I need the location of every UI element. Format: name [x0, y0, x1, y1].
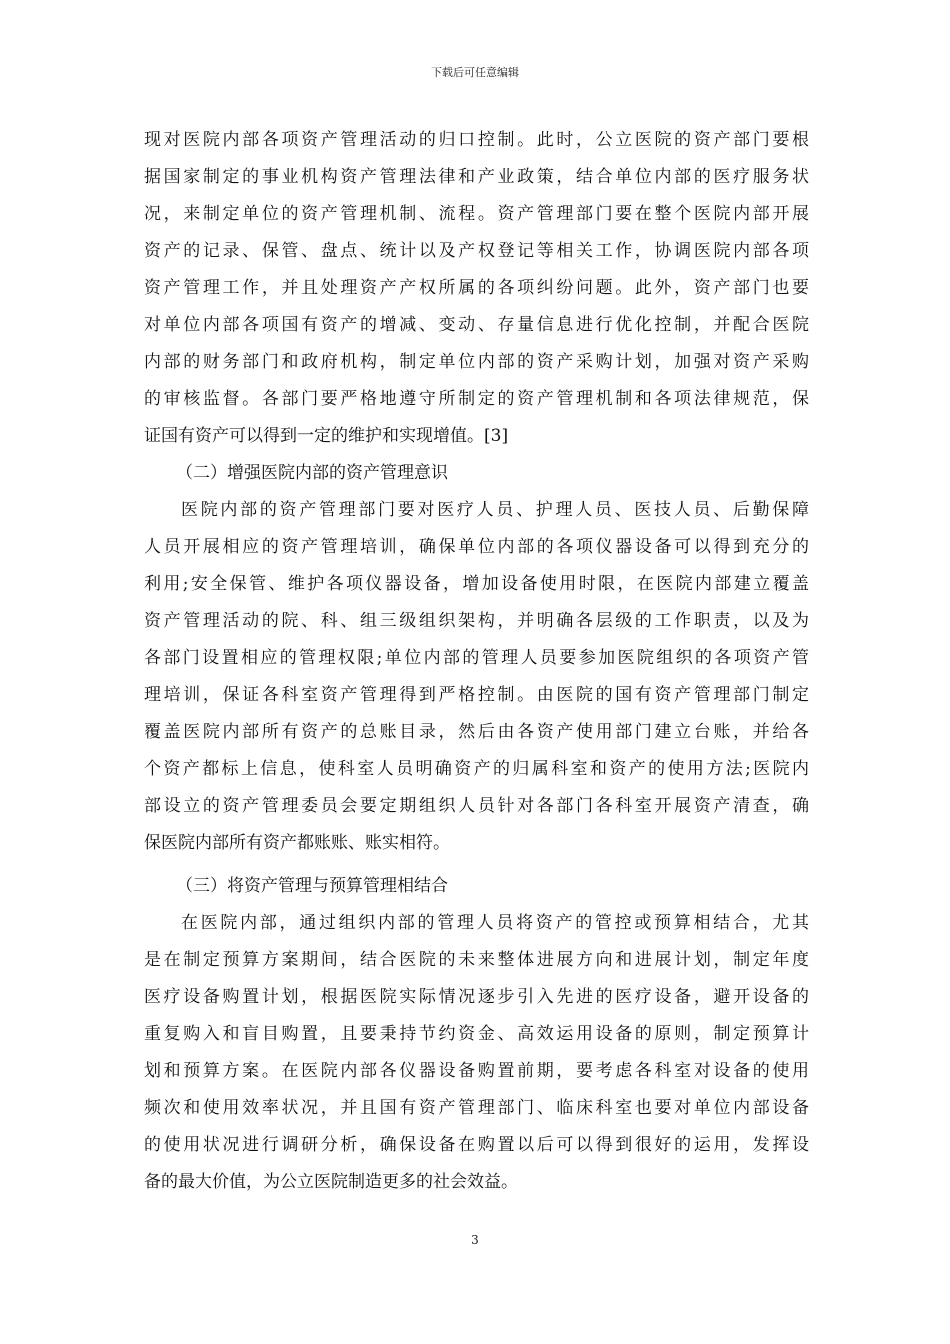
text-line: 各部门设置相应的管理权限;单位内部的管理人员要参加医院组织的各项资产管	[144, 648, 809, 668]
text-line: 资产的记录、保管、盘点、统计以及产权登记等相关工作，协调医院内部各项	[144, 241, 809, 261]
page-header: 下载后可任意编辑	[431, 66, 519, 79]
text-line: 内部的财务部门和政府机构，制定单位内部的资产采购计划，加强对资产采购	[144, 352, 809, 372]
text-line: 资产管理活动的院、科、组三级组织架构，并明确各层级的工作职责，以及为	[144, 611, 809, 631]
text-line: 覆盖医院内部所有资产的总账目录，然后由各资产使用部门建立台账，并给各	[144, 722, 809, 742]
text-line: 频次和使用效率状况，并且国有资产管理部门、临床科室也要对单位内部设备	[144, 1098, 809, 1118]
text-line: 人员开展相应的资产管理培训，确保单位内部的各项仪器设备可以得到充分的	[144, 537, 809, 557]
text-line: 利用;安全保管、维护各项仪器设备，增加设备使用时限，在医院内部建立覆盖	[144, 574, 809, 594]
text-line: 的使用状况进行调研分析，确保设备在购置以后可以得到很好的运用，发挥设	[144, 1135, 809, 1155]
body-text	[144, 122, 809, 1201]
text-line: 个资产都标上信息，使科室人员明确资产的归属科室和资产的使用方法;医院内	[144, 759, 809, 779]
paragraph-asset-department	[144, 122, 809, 455]
text-line: 医疗设备购置计划，根据医院实际情况逐步引入先进的医疗设备，避开设备的	[144, 987, 809, 1007]
text-line: 部设立的资产管理委员会要定期组织人员针对各部门各科室开展资产清查，确	[144, 796, 809, 816]
text-line: 况，来制定单位的资产管理机制、流程。资产管理部门要在整个医院内部开展	[144, 204, 809, 224]
text-line: 是在制定预算方案期间，结合医院的未来整体进展方向和进展计划，制定年度	[144, 950, 809, 970]
text-line: 现对医院内部各项资产管理活动的归口控制。此时，公立医院的资产部门要根	[144, 130, 809, 150]
text-line: 备的最大价值，为公立医院制造更多的社会效益。	[144, 1172, 518, 1192]
text-line: 重复购入和盲目购置，且要秉持节约资金、高效运用设备的原则，制定预算计	[144, 1024, 809, 1044]
text-line: 医院内部的资产管理部门要对医疗人员、护理人员、医技人员、后勤保障	[181, 500, 809, 520]
text-line: 对单位内部各项国有资产的增减、变动、存量信息进行优化控制，并配合医院	[144, 315, 809, 335]
text-line: 划和预算方案。在医院内部各仪器设备购置前期，要考虑各科室对设备的使用	[144, 1061, 809, 1081]
text-line: 证国有资产可以得到一定的维护和实现增值。[3]	[144, 426, 509, 446]
paragraph-management-awareness	[144, 492, 809, 862]
section-heading-3: （三）将资产管理与预算管理相结合	[176, 876, 448, 896]
text-line: 理培训，保证各科室资产管理得到严格控制。由医院的国有资产管理部门制定	[144, 685, 809, 705]
text-line: 保医院内部所有资产都账账、账实相符。	[144, 833, 450, 853]
text-line: 资产管理工作，并且处理资产产权所属的各项纠纷问题。此外，资产部门也要	[144, 278, 809, 298]
text-line: 在医院内部，通过组织内部的管理人员将资产的管控或预算相结合，尤其	[181, 913, 809, 933]
paragraph-budget-integration	[144, 905, 809, 1201]
page-number: 3	[471, 1233, 479, 1247]
section-heading-2: （二）增强医院内部的资产管理意识	[176, 463, 448, 483]
text-line: 据国家制定的事业机构资产管理法律和产业政策，结合单位内部的医疗服务状	[144, 167, 809, 187]
text-line: 的审核监督。各部门要严格地遵守所制定的资产管理机制和各项法律规范，保	[144, 389, 809, 409]
